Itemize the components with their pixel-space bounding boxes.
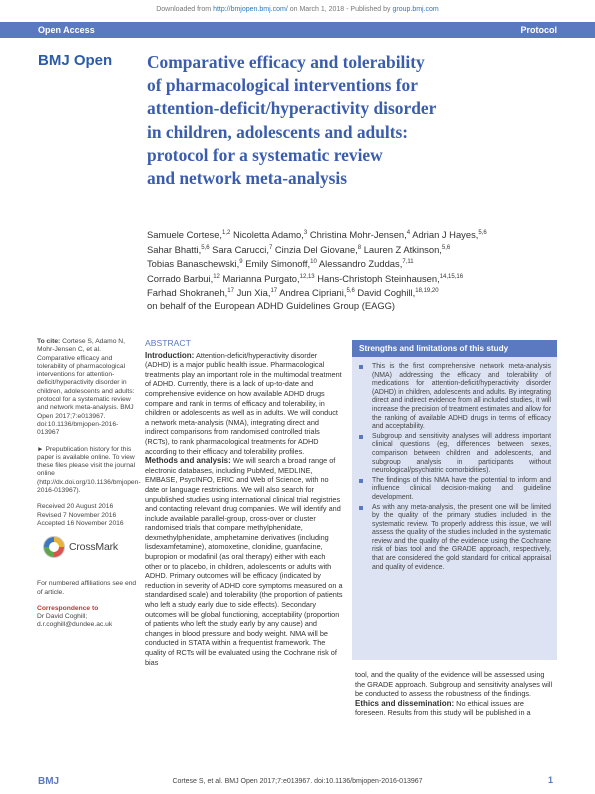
- author-affiliation: 17: [270, 288, 278, 295]
- intro-label: Introduction:: [145, 350, 195, 360]
- cite-text: Cortese S, Adamo N, Mohr-Jensen C, et al. Comparative efficacy and tolerability of pharmacological interventions for attention-deficit/hyperactivity disorder in children, adolescents and adults: protocol for a systematic review and network meta-analysis. BMJ Open 2017;7:e013967. doi:10.1136/bmjopen-2016-013967: [37, 338, 135, 437]
- author-name: Lauren Z Atkinson,: [363, 243, 442, 255]
- affiliations-note: For numbered affiliations see end of article.: [37, 580, 137, 596]
- journal-url-link[interactable]: http://bmjopen.bmj.com/: [213, 6, 288, 13]
- author-name: Sahar Bhatti,: [147, 243, 202, 255]
- author-affiliation: 5,6: [346, 288, 355, 295]
- title-line: in children, adolescents and adults:: [147, 121, 409, 142]
- list-item: [358, 363, 551, 432]
- author-name: Corrado Barbui,: [147, 272, 214, 284]
- author-affiliation: 5,6: [441, 244, 451, 251]
- strength-text: The findings of this NMA have the potential to inform and influence clinical decision-making and guideline development.: [372, 476, 551, 501]
- author-name: Sara Carucci,: [212, 243, 269, 255]
- strength-text: Subgroup and sensitivity analyses will address important clinical questions (eg, differences between sexes, comparison between children and adolescents, and subgroup analysis in participants without neurological/psychiatric comorbidities).: [372, 432, 551, 475]
- footer-citation: Cortese S, et al. BMJ Open 2017;7:e013967. doi:10.1136/bmjopen-2016-013967: [172, 778, 423, 785]
- author-name: Marianna Purgato,: [222, 272, 300, 284]
- methods-label: Methods and analysis:: [145, 456, 231, 466]
- author-affiliation: 5,6: [478, 230, 487, 236]
- section-label: Open Access: [38, 25, 95, 35]
- author-list: [147, 227, 562, 312]
- strengths-list: [358, 363, 551, 572]
- header-bar: [0, 22, 595, 38]
- article-title: [147, 51, 557, 190]
- footer-logo: BMJ: [38, 776, 60, 787]
- author-affiliation: 7: [268, 244, 273, 251]
- author-affiliation: 18,19,20: [415, 288, 439, 295]
- strengths-heading: Strengths and limitations of this study: [352, 340, 557, 357]
- bullet-icon: [359, 435, 363, 439]
- download-middle: on March 1, 2018 - Published by: [289, 6, 391, 13]
- author-name: Nicoletta Adamo,: [233, 229, 304, 241]
- list-item: [358, 433, 551, 476]
- author-name: Christina Mohr-Jensen,: [309, 229, 407, 241]
- abstract-methods: [145, 456, 343, 667]
- correspondence-label: Correspondence to: [37, 604, 99, 612]
- bullet-icon: [359, 506, 363, 510]
- publisher-link[interactable]: group.bmj.com: [392, 6, 439, 13]
- author-affiliation: 7,11: [402, 259, 414, 266]
- accepted-date: Accepted 16 November 2016: [37, 519, 124, 527]
- crossmark-badge[interactable]: [43, 536, 137, 558]
- author-affiliation: 10: [310, 259, 317, 266]
- download-note: [0, 6, 595, 13]
- download-prefix: Downloaded from: [156, 6, 212, 13]
- author-affiliation: 3: [303, 230, 308, 236]
- correspondence-email[interactable]: d.r.coghill@dundee.ac.uk: [37, 621, 113, 629]
- bullet-icon: [359, 365, 363, 369]
- abstract: [145, 339, 343, 667]
- abstract-continued-text: tool, and the quality of the evidence will be assessed using the GRADE approach. Subgroup and sensitivity analyses will be conducted to assess the robustness of the findings.: [355, 670, 553, 699]
- bullet-icon: [359, 479, 363, 483]
- cite-label: To cite:: [37, 338, 61, 345]
- title-line: Comparative efficacy and tolerability: [147, 52, 425, 72]
- list-item: [358, 504, 551, 573]
- title-line: protocol for a systematic review: [147, 144, 383, 165]
- title-line: of pharmacological interventions for: [147, 75, 418, 96]
- crossmark-icon: [43, 536, 65, 558]
- strength-text: This is the first comprehensive network meta-analysis (NMA) addressing the efficacy and tolerability of medications for attention-deficit/hyperactivity disorder (ADHD) in children, adolescents and adults. By integrating direct and indirect evidence from all included studies, it will increase the precision of treatment estimates and allow for the ranking of available ADHD drugs in terms of efficacy and acceptability.: [372, 363, 551, 431]
- author-name: Emily Simonoff,: [245, 258, 311, 270]
- abstract-introduction: [145, 351, 343, 457]
- author-affiliation: 17: [227, 288, 234, 295]
- revised-date: Revised 7 November 2016: [37, 511, 117, 519]
- journal-logo: BMJ Open: [38, 52, 113, 69]
- ethics-text: No ethical issues are foreseen. Results from this study will be published in a: [355, 698, 531, 718]
- ethics-label: Ethics and dissemination:: [355, 698, 455, 708]
- author-affiliation: 8: [357, 244, 362, 251]
- strengths-limitations-box: [352, 340, 557, 660]
- author-name: Adrian J Hayes,: [412, 229, 479, 241]
- methods-text: We will search a broad range of electronic databases, including PubMed, MEDLINE, EMBASE, PsycINFO, ERIC and Web of Science, with no date or language restrictions. We will also search for unpublished studies using international clinical trial registries and contacting relevant drug companies. We will identify and include available parallel-group, cross-over or cluster randomised trials that compare methylphenidate, dexmethylphenidate, amphetamine derivatives (including lisdexamfetamine), atomoxetine, clonidine, guanfacine, bupropion or modafinil (as oral therapy) either with each other or to placebo, in children, adolescents or adults with ADHD. Primary outcomes will be efficacy (indicated by reduction in severity of ADHD core symptoms measured on a standardised scale) and tolerability (the proportion of patients who left a study early due to side effects). Secondary outcomes will be global functioning, acceptability (proportion of patients who left the study early by any cause) and changes in blood pressure and body weight. NMA will be conducted in STATA within a frequentist framework. The quality of RCTs will be evaluated using the Cochrane risk of bias: [145, 456, 343, 667]
- article-type-label: Protocol: [520, 25, 557, 35]
- abstract-continued: [355, 670, 555, 718]
- prepublication-note[interactable]: ► Prepublication history for this paper is available online. To view these files please visit the journal online (http://dx.doi.org/10.1136/bmjopen-2016-013967).: [37, 445, 141, 495]
- author-name: Andrea Cipriani,: [279, 287, 347, 299]
- title-line: attention-deficit/hyperactivity disorder: [147, 98, 437, 119]
- correspondence-name: Dr David Coghill;: [37, 613, 88, 621]
- intro-text: Attention-deficit/hyperactivity disorder (ADHD) is a major public health issue. Pharmacological treatments play an important role in the multimodal treatment of ADHD. Currently, there is a lack of up-to-date and comprehensive evidence on how available ADHD drugs compare and rank in terms of efficacy and tolerability, in children or adolescents as well as in adults. We will conduct a network meta-analysis (NMA), integrating direct and indirect comparisons from randomised controlled trials (RCTs), to rank pharmacological treatments for ADHD according to their efficacy and tolerability profiles.: [145, 350, 342, 456]
- author-affiliation: 14,15,16: [439, 273, 464, 280]
- citation-block: [37, 338, 137, 438]
- authors-group-note: on behalf of the European ADHD Guidelines Group (EAGG): [147, 299, 396, 311]
- author-affiliation: 5,6: [201, 244, 210, 251]
- author-name: Jun Xia,: [236, 287, 271, 299]
- author-name: Farhad Shokraneh,: [147, 287, 228, 299]
- sidebar: [37, 338, 141, 630]
- crossmark-label: CrossMark: [69, 541, 118, 554]
- author-name: David Coghill,: [357, 287, 416, 299]
- author-name: Tobias Banaschewski,: [147, 258, 240, 270]
- list-item: [358, 477, 551, 503]
- strength-text: As with any meta-analysis, the present one will be limited by the quality of the primary studies included in the systematic review. To properly address this issue, we will assess the quality of the studies included in the systematic review and the quality of the evidence using the Cochrane risk of bias tool and the GRADE approach, respectively, that are considered the gold standard for critical appraisal and quality of evidence.: [372, 503, 551, 571]
- abstract-ethics: [355, 699, 555, 718]
- author-affiliation: 1,2: [222, 230, 231, 236]
- author-affiliation: 12,13: [299, 273, 315, 280]
- received-date: Received 20 August 2016: [37, 503, 114, 511]
- author-affiliation: 4: [406, 230, 411, 236]
- author-affiliation: 9: [239, 259, 243, 266]
- author-affiliation: 12: [213, 273, 220, 280]
- title-line: and network meta-analysis: [147, 168, 348, 189]
- page-footer: [0, 775, 595, 794]
- page-number: 1: [547, 775, 553, 785]
- author-name: Samuele Cortese,: [147, 229, 223, 241]
- author-name: Cinzia Del Giovane,: [274, 243, 358, 255]
- author-name: Hans-Christoph Steinhausen,: [317, 272, 440, 284]
- abstract-heading: ABSTRACT: [145, 338, 191, 348]
- author-name: Alessandro Zuddas,: [318, 258, 403, 270]
